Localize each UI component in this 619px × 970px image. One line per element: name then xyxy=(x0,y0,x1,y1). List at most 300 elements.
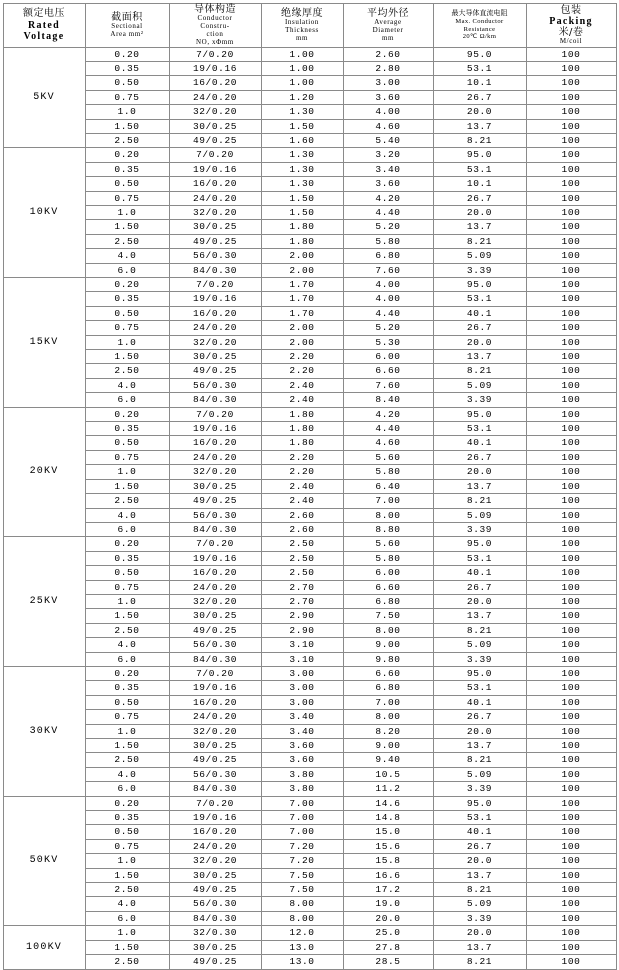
cell-average-diameter: 5.30 xyxy=(343,335,433,349)
cell-sectional-area: 2.50 xyxy=(85,364,169,378)
cell-sectional-area: 4.0 xyxy=(85,638,169,652)
header-conductor-construction-en2: Constru- xyxy=(200,22,230,31)
header-conductor-construction-zh: 导体构造 xyxy=(194,4,236,15)
cell-average-diameter: 2.60 xyxy=(343,47,433,61)
cell-average-diameter: 8.00 xyxy=(343,508,433,522)
cell-insulation-thickness: 1.80 xyxy=(261,407,343,421)
cell-packing: 100 xyxy=(526,335,616,349)
table-row xyxy=(3,753,616,767)
cell-packing: 100 xyxy=(526,825,616,839)
cell-packing: 100 xyxy=(526,292,616,306)
table-row xyxy=(3,796,616,810)
cell-average-diameter: 4.40 xyxy=(343,205,433,219)
cell-sectional-area: 0.50 xyxy=(85,695,169,709)
cell-insulation-thickness: 3.80 xyxy=(261,767,343,781)
cell-insulation-thickness: 2.40 xyxy=(261,393,343,407)
cell-sectional-area: 0.75 xyxy=(85,450,169,464)
table-body xyxy=(3,47,616,969)
table-row xyxy=(3,249,616,263)
cell-insulation-thickness: 2.00 xyxy=(261,335,343,349)
header-conductor-resistance xyxy=(433,4,526,48)
cell-insulation-thickness: 3.10 xyxy=(261,638,343,652)
cell-packing: 100 xyxy=(526,839,616,853)
header-conductor-construction xyxy=(169,4,261,48)
cell-average-diameter: 8.40 xyxy=(343,393,433,407)
cell-sectional-area: 0.20 xyxy=(85,407,169,421)
table-row xyxy=(3,724,616,738)
cell-conductor-resistance: 53.1 xyxy=(433,162,526,176)
cell-average-diameter: 4.00 xyxy=(343,292,433,306)
cell-conductor-construction: 30/0.25 xyxy=(169,220,261,234)
table-row xyxy=(3,551,616,565)
cell-sectional-area: 0.20 xyxy=(85,47,169,61)
cell-conductor-resistance: 26.7 xyxy=(433,580,526,594)
table-row xyxy=(3,205,616,219)
cell-sectional-area: 0.20 xyxy=(85,537,169,551)
cell-conductor-construction: 19/0.16 xyxy=(169,162,261,176)
cell-insulation-thickness: 2.00 xyxy=(261,263,343,277)
cell-packing: 100 xyxy=(526,350,616,364)
cell-insulation-thickness: 7.00 xyxy=(261,796,343,810)
cell-sectional-area: 0.75 xyxy=(85,191,169,205)
cell-sectional-area: 0.35 xyxy=(85,61,169,75)
cell-sectional-area: 0.35 xyxy=(85,681,169,695)
cell-insulation-thickness: 1.50 xyxy=(261,119,343,133)
cell-conductor-construction: 24/0.20 xyxy=(169,90,261,104)
table-row xyxy=(3,710,616,724)
header-average-diameter-en3: mm xyxy=(381,33,395,42)
cell-conductor-resistance: 53.1 xyxy=(433,61,526,75)
cell-conductor-resistance: 53.1 xyxy=(433,422,526,436)
cell-packing: 100 xyxy=(526,623,616,637)
cell-average-diameter: 3.20 xyxy=(343,148,433,162)
cell-sectional-area: 1.0 xyxy=(85,854,169,868)
table-row xyxy=(3,695,616,709)
cell-average-diameter: 5.80 xyxy=(343,234,433,248)
cell-conductor-resistance: 40.1 xyxy=(433,566,526,580)
cell-conductor-construction: 49/0.25 xyxy=(169,494,261,508)
header-conductor-construction-en1: Conductor xyxy=(197,14,233,23)
header-sectional-area xyxy=(85,4,169,48)
cell-packing: 100 xyxy=(526,724,616,738)
cell-insulation-thickness: 2.20 xyxy=(261,465,343,479)
cell-average-diameter: 15.8 xyxy=(343,854,433,868)
table-row xyxy=(3,306,616,320)
cell-sectional-area: 4.0 xyxy=(85,378,169,392)
header-rated-voltage-en2: Voltage xyxy=(23,30,65,42)
cell-packing: 100 xyxy=(526,105,616,119)
cell-conductor-resistance: 95.0 xyxy=(433,278,526,292)
cell-sectional-area: 6.0 xyxy=(85,652,169,666)
cell-average-diameter: 17.2 xyxy=(343,883,433,897)
cell-insulation-thickness: 1.00 xyxy=(261,76,343,90)
cell-conductor-construction: 56/0.30 xyxy=(169,638,261,652)
cell-conductor-resistance: 8.21 xyxy=(433,753,526,767)
cell-packing: 100 xyxy=(526,148,616,162)
cell-conductor-construction: 30/0.25 xyxy=(169,119,261,133)
cell-average-diameter: 6.80 xyxy=(343,249,433,263)
cell-sectional-area: 0.35 xyxy=(85,292,169,306)
cell-conductor-construction: 24/0.20 xyxy=(169,710,261,724)
cell-conductor-construction: 32/0.20 xyxy=(169,335,261,349)
cell-average-diameter: 5.60 xyxy=(343,450,433,464)
cell-packing: 100 xyxy=(526,436,616,450)
table-row xyxy=(3,868,616,882)
cell-packing: 100 xyxy=(526,234,616,248)
table-row xyxy=(3,378,616,392)
cell-conductor-construction: 19/0.16 xyxy=(169,61,261,75)
header-rated-voltage-en1: Rated xyxy=(27,19,61,31)
table-row xyxy=(3,580,616,594)
cell-packing: 100 xyxy=(526,306,616,320)
cell-conductor-construction: 19/0.16 xyxy=(169,292,261,306)
cell-insulation-thickness: 7.00 xyxy=(261,811,343,825)
cell-conductor-construction: 49/0.25 xyxy=(169,234,261,248)
cell-packing: 100 xyxy=(526,739,616,753)
table-row xyxy=(3,609,616,623)
cell-conductor-resistance: 3.39 xyxy=(433,263,526,277)
cell-conductor-resistance: 13.7 xyxy=(433,739,526,753)
cell-sectional-area: 0.35 xyxy=(85,551,169,565)
cell-packing: 100 xyxy=(526,220,616,234)
cell-packing: 100 xyxy=(526,753,616,767)
table-row xyxy=(3,652,616,666)
cell-packing: 100 xyxy=(526,479,616,493)
cell-insulation-thickness: 1.70 xyxy=(261,306,343,320)
cell-sectional-area: 1.50 xyxy=(85,609,169,623)
cell-insulation-thickness: 2.20 xyxy=(261,350,343,364)
cell-conductor-resistance: 20.0 xyxy=(433,465,526,479)
cell-packing: 100 xyxy=(526,537,616,551)
cell-conductor-construction: 84/0.30 xyxy=(169,393,261,407)
voltage-group-cell: 15KV xyxy=(3,278,85,408)
cell-insulation-thickness: 2.70 xyxy=(261,594,343,608)
cell-average-diameter: 28.5 xyxy=(343,955,433,969)
cell-packing: 100 xyxy=(526,76,616,90)
cell-sectional-area: 1.0 xyxy=(85,724,169,738)
header-insulation-thickness-en2: Thickness xyxy=(285,25,319,34)
cell-packing: 100 xyxy=(526,638,616,652)
cell-packing: 100 xyxy=(526,278,616,292)
cell-average-diameter: 6.60 xyxy=(343,666,433,680)
cell-conductor-construction: 16/0.20 xyxy=(169,566,261,580)
cell-packing: 100 xyxy=(526,883,616,897)
cell-conductor-resistance: 20.0 xyxy=(433,594,526,608)
table-row xyxy=(3,450,616,464)
cell-conductor-construction: 7/0.20 xyxy=(169,278,261,292)
table-header xyxy=(3,4,616,48)
table-row xyxy=(3,335,616,349)
cell-conductor-resistance: 20.0 xyxy=(433,105,526,119)
cell-insulation-thickness: 1.30 xyxy=(261,148,343,162)
table-row xyxy=(3,364,616,378)
cell-sectional-area: 4.0 xyxy=(85,767,169,781)
cell-insulation-thickness: 2.40 xyxy=(261,479,343,493)
header-insulation-thickness-en3: mm xyxy=(295,33,309,42)
cell-average-diameter: 27.8 xyxy=(343,940,433,954)
cell-insulation-thickness: 2.50 xyxy=(261,537,343,551)
cell-average-diameter: 15.0 xyxy=(343,825,433,839)
cell-packing: 100 xyxy=(526,263,616,277)
cell-conductor-resistance: 8.21 xyxy=(433,364,526,378)
cell-average-diameter: 9.80 xyxy=(343,652,433,666)
cell-insulation-thickness: 1.00 xyxy=(261,47,343,61)
cell-packing: 100 xyxy=(526,378,616,392)
cell-average-diameter: 3.40 xyxy=(343,162,433,176)
cell-insulation-thickness: 1.80 xyxy=(261,422,343,436)
table-row xyxy=(3,292,616,306)
cell-insulation-thickness: 2.20 xyxy=(261,450,343,464)
cell-conductor-construction: 56/0.30 xyxy=(169,767,261,781)
cell-conductor-construction: 19/0.16 xyxy=(169,422,261,436)
cell-insulation-thickness: 3.60 xyxy=(261,753,343,767)
cell-conductor-construction: 7/0.20 xyxy=(169,148,261,162)
cell-insulation-thickness: 1.70 xyxy=(261,292,343,306)
cell-conductor-construction: 7/0.20 xyxy=(169,407,261,421)
cell-insulation-thickness: 7.50 xyxy=(261,883,343,897)
cell-average-diameter: 9.00 xyxy=(343,638,433,652)
cell-conductor-construction: 7/0.20 xyxy=(169,537,261,551)
table-row xyxy=(3,911,616,925)
cell-sectional-area: 2.50 xyxy=(85,133,169,147)
header-conductor-resistance-en1: Max. Conductor xyxy=(455,18,504,26)
cell-sectional-area: 0.75 xyxy=(85,321,169,335)
table-row xyxy=(3,508,616,522)
header-average-diameter xyxy=(343,4,433,48)
cell-packing: 100 xyxy=(526,191,616,205)
table-row xyxy=(3,422,616,436)
cell-insulation-thickness: 1.50 xyxy=(261,191,343,205)
cell-average-diameter: 3.60 xyxy=(343,90,433,104)
cell-sectional-area: 6.0 xyxy=(85,911,169,925)
cell-average-diameter: 3.00 xyxy=(343,76,433,90)
cell-conductor-resistance: 8.21 xyxy=(433,955,526,969)
cell-conductor-resistance: 26.7 xyxy=(433,450,526,464)
cell-average-diameter: 5.60 xyxy=(343,537,433,551)
cell-packing: 100 xyxy=(526,609,616,623)
cell-sectional-area: 0.50 xyxy=(85,177,169,191)
cell-conductor-resistance: 5.09 xyxy=(433,767,526,781)
cell-insulation-thickness: 1.80 xyxy=(261,234,343,248)
table-row xyxy=(3,522,616,536)
cell-average-diameter: 7.00 xyxy=(343,695,433,709)
cell-conductor-construction: 7/0.20 xyxy=(169,666,261,680)
header-average-diameter-zh: 平均外径 xyxy=(367,7,409,19)
table-row xyxy=(3,407,616,421)
table-row xyxy=(3,162,616,176)
cell-sectional-area: 1.50 xyxy=(85,739,169,753)
cell-sectional-area: 0.50 xyxy=(85,306,169,320)
cell-conductor-resistance: 20.0 xyxy=(433,854,526,868)
cell-insulation-thickness: 2.50 xyxy=(261,551,343,565)
table-row xyxy=(3,926,616,940)
cell-average-diameter: 6.00 xyxy=(343,350,433,364)
cell-average-diameter: 19.0 xyxy=(343,897,433,911)
table-row xyxy=(3,854,616,868)
cell-conductor-construction: 84/0.30 xyxy=(169,263,261,277)
cell-insulation-thickness: 7.50 xyxy=(261,868,343,882)
cell-packing: 100 xyxy=(526,162,616,176)
cell-conductor-construction: 32/0.20 xyxy=(169,594,261,608)
cell-conductor-resistance: 3.39 xyxy=(433,782,526,796)
cell-conductor-construction: 16/0.20 xyxy=(169,177,261,191)
cell-average-diameter: 5.20 xyxy=(343,321,433,335)
table-row xyxy=(3,479,616,493)
cell-conductor-construction: 49/0.25 xyxy=(169,883,261,897)
cell-conductor-resistance: 5.09 xyxy=(433,508,526,522)
cell-average-diameter: 3.60 xyxy=(343,177,433,191)
cell-conductor-construction: 7/0.20 xyxy=(169,796,261,810)
header-average-diameter-en1: Average xyxy=(374,18,402,27)
cell-packing: 100 xyxy=(526,133,616,147)
cell-conductor-construction: 30/0.25 xyxy=(169,739,261,753)
cell-sectional-area: 1.0 xyxy=(85,335,169,349)
header-packing-en1: Packing xyxy=(549,15,593,27)
cell-insulation-thickness: 7.20 xyxy=(261,854,343,868)
table-row xyxy=(3,666,616,680)
cell-sectional-area: 2.50 xyxy=(85,955,169,969)
cell-conductor-construction: 24/0.20 xyxy=(169,580,261,594)
cell-packing: 100 xyxy=(526,796,616,810)
cell-average-diameter: 6.60 xyxy=(343,580,433,594)
cell-average-diameter: 10.5 xyxy=(343,767,433,781)
cell-insulation-thickness: 2.70 xyxy=(261,580,343,594)
cell-conductor-construction: 84/0.30 xyxy=(169,522,261,536)
cell-insulation-thickness: 1.80 xyxy=(261,220,343,234)
table-row xyxy=(3,436,616,450)
cell-conductor-construction: 84/0.30 xyxy=(169,652,261,666)
cell-conductor-construction: 56/0.30 xyxy=(169,897,261,911)
cell-conductor-resistance: 26.7 xyxy=(433,90,526,104)
cell-packing: 100 xyxy=(526,205,616,219)
table-row xyxy=(3,566,616,580)
cell-packing: 100 xyxy=(526,911,616,925)
cell-packing: 100 xyxy=(526,119,616,133)
cell-average-diameter: 6.40 xyxy=(343,479,433,493)
cell-packing: 100 xyxy=(526,407,616,421)
cell-insulation-thickness: 2.00 xyxy=(261,321,343,335)
cell-conductor-resistance: 8.21 xyxy=(433,133,526,147)
cell-conductor-resistance: 53.1 xyxy=(433,681,526,695)
cell-packing: 100 xyxy=(526,955,616,969)
cell-conductor-resistance: 8.21 xyxy=(433,883,526,897)
cell-sectional-area: 1.0 xyxy=(85,926,169,940)
cell-insulation-thickness: 3.00 xyxy=(261,666,343,680)
cell-average-diameter: 4.60 xyxy=(343,436,433,450)
table-row xyxy=(3,940,616,954)
cell-packing: 100 xyxy=(526,782,616,796)
cell-insulation-thickness: 3.40 xyxy=(261,724,343,738)
cell-insulation-thickness: 2.60 xyxy=(261,522,343,536)
cell-average-diameter: 11.2 xyxy=(343,782,433,796)
table-row xyxy=(3,148,616,162)
cell-average-diameter: 6.80 xyxy=(343,681,433,695)
cell-conductor-resistance: 5.09 xyxy=(433,378,526,392)
cell-conductor-resistance: 20.0 xyxy=(433,926,526,940)
cell-conductor-construction: 32/0.20 xyxy=(169,205,261,219)
cell-conductor-construction: 24/0.20 xyxy=(169,839,261,853)
header-conductor-construction-en3: ction xyxy=(206,29,224,38)
table-row xyxy=(3,47,616,61)
cell-conductor-resistance: 13.7 xyxy=(433,479,526,493)
specification-table xyxy=(3,3,617,970)
cell-sectional-area: 0.35 xyxy=(85,422,169,436)
cell-sectional-area: 4.0 xyxy=(85,508,169,522)
cell-insulation-thickness: 1.00 xyxy=(261,61,343,75)
voltage-group-cell: 10KV xyxy=(3,148,85,278)
cell-packing: 100 xyxy=(526,940,616,954)
cell-sectional-area: 0.50 xyxy=(85,825,169,839)
cell-sectional-area: 0.20 xyxy=(85,796,169,810)
cell-average-diameter: 5.80 xyxy=(343,551,433,565)
cell-conductor-construction: 49/0.25 xyxy=(169,133,261,147)
cell-conductor-resistance: 3.39 xyxy=(433,911,526,925)
header-insulation-thickness xyxy=(261,4,343,48)
cell-conductor-construction: 24/0.20 xyxy=(169,450,261,464)
cell-sectional-area: 4.0 xyxy=(85,249,169,263)
cell-conductor-resistance: 3.39 xyxy=(433,652,526,666)
cell-conductor-construction: 16/0.20 xyxy=(169,695,261,709)
cell-conductor-resistance: 8.21 xyxy=(433,234,526,248)
cell-sectional-area: 6.0 xyxy=(85,263,169,277)
cell-conductor-resistance: 5.09 xyxy=(433,897,526,911)
header-sectional-area-en1: Sectional xyxy=(111,22,143,31)
cell-average-diameter: 15.6 xyxy=(343,839,433,853)
cell-sectional-area: 2.50 xyxy=(85,623,169,637)
cell-packing: 100 xyxy=(526,177,616,191)
table-row xyxy=(3,393,616,407)
cell-average-diameter: 4.40 xyxy=(343,306,433,320)
cell-conductor-construction: 30/0.25 xyxy=(169,609,261,623)
cell-sectional-area: 6.0 xyxy=(85,522,169,536)
voltage-group-cell: 100KV xyxy=(3,926,85,969)
table-row xyxy=(3,220,616,234)
cell-conductor-resistance: 26.7 xyxy=(433,191,526,205)
cell-packing: 100 xyxy=(526,566,616,580)
cell-sectional-area: 0.20 xyxy=(85,148,169,162)
cell-conductor-resistance: 95.0 xyxy=(433,148,526,162)
cell-insulation-thickness: 2.60 xyxy=(261,508,343,522)
cell-conductor-resistance: 13.7 xyxy=(433,350,526,364)
table-row xyxy=(3,191,616,205)
cell-packing: 100 xyxy=(526,868,616,882)
cell-insulation-thickness: 1.70 xyxy=(261,278,343,292)
cell-conductor-resistance: 10.1 xyxy=(433,76,526,90)
table-row xyxy=(3,638,616,652)
header-packing xyxy=(526,4,616,48)
cell-insulation-thickness: 7.00 xyxy=(261,825,343,839)
cell-insulation-thickness: 2.40 xyxy=(261,378,343,392)
cell-sectional-area: 0.75 xyxy=(85,580,169,594)
cell-conductor-construction: 16/0.20 xyxy=(169,306,261,320)
cell-packing: 100 xyxy=(526,61,616,75)
header-conductor-construction-en4: NO, xΦmm xyxy=(196,37,234,46)
cell-packing: 100 xyxy=(526,551,616,565)
header-average-diameter-en2: Diameter xyxy=(372,25,404,34)
cell-conductor-construction: 16/0.20 xyxy=(169,825,261,839)
cell-conductor-resistance: 8.21 xyxy=(433,623,526,637)
table-row xyxy=(3,883,616,897)
cell-average-diameter: 2.80 xyxy=(343,61,433,75)
cell-insulation-thickness: 1.30 xyxy=(261,177,343,191)
header-insulation-thickness-en1: Insulation xyxy=(285,18,319,27)
cell-conductor-construction: 30/0.25 xyxy=(169,479,261,493)
cell-sectional-area: 1.50 xyxy=(85,119,169,133)
voltage-group-cell: 50KV xyxy=(3,796,85,926)
cell-packing: 100 xyxy=(526,897,616,911)
table-row xyxy=(3,782,616,796)
cell-conductor-resistance: 95.0 xyxy=(433,537,526,551)
